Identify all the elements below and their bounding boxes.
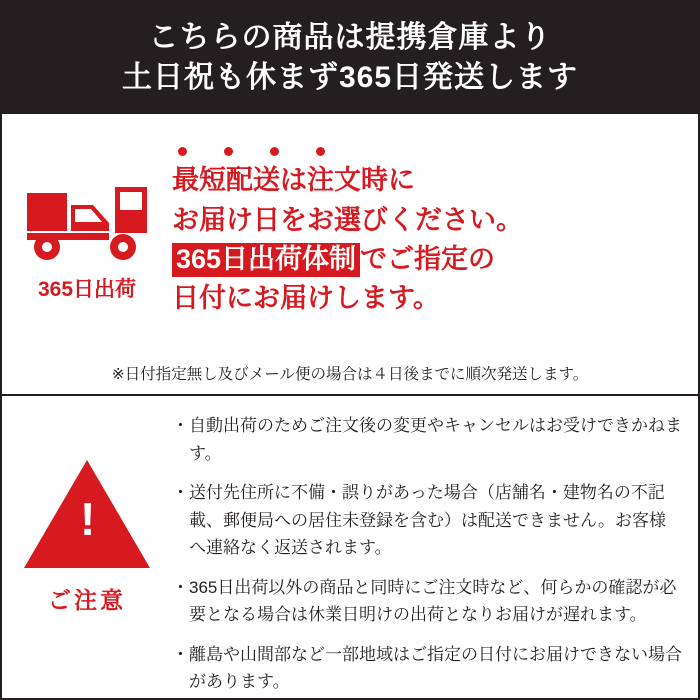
bullet-marker: ・ bbox=[172, 416, 189, 435]
truck-column bbox=[2, 120, 172, 356]
caution-list bbox=[172, 408, 698, 700]
truck-label: 365日出荷 bbox=[37, 278, 137, 301]
list-item bbox=[172, 641, 682, 696]
header-line-1: こちらの商品は提携倉庫より bbox=[148, 21, 552, 55]
list-item bbox=[172, 412, 682, 467]
header-line-2: 土日祝も休まず365日発送します bbox=[121, 61, 579, 94]
shipping-message-line-3-rest: でご指定の bbox=[360, 244, 496, 274]
shipping-note: ※日付指定無し及びメール便の場合は４日後までに順次発送します。 bbox=[111, 366, 589, 383]
shipping-message-column bbox=[172, 120, 698, 356]
bullet-marker: ・ bbox=[172, 644, 189, 664]
warning-triangle-icon bbox=[24, 460, 150, 568]
list-item-text: 送付先住所に不備・誤りがあった場合（店舗名・建物名の不記載、郵便局への居住未登録を含む）は配送できません。お客様へ連絡なく返送されます。 bbox=[189, 483, 667, 558]
caution-icon-column bbox=[2, 408, 172, 700]
shipping-message-line-1-text: 最短配送は注文時に bbox=[172, 165, 415, 196]
shipping-highlight: 365日出荷体制 bbox=[172, 243, 360, 277]
shipping-main-row bbox=[2, 120, 698, 356]
list-item-text: 365日出荷以外の商品と同時にご注文時など、何らかの確認が必要となる場合は休業日明けの出荷となりお届けが遅れます。 bbox=[189, 577, 677, 625]
exclamation-mark: ! bbox=[80, 493, 96, 545]
decorative-dots bbox=[178, 147, 328, 157]
caution-section bbox=[2, 396, 698, 700]
caution-label: ご注意 bbox=[48, 587, 126, 613]
list-item-text: 自動出荷のためご注文後の変更やキャンセルはお受けできかねます。 bbox=[189, 416, 682, 463]
list-item bbox=[172, 574, 682, 629]
bullet-marker: ・ bbox=[172, 483, 189, 503]
delivery-truck-icon bbox=[23, 179, 151, 265]
list-item-text: 離島や山間部など一部地域はご指定の日付にお届けできない場合があります。 bbox=[189, 644, 682, 692]
bullet-marker: ・ bbox=[172, 577, 189, 597]
shipping-message-line-1 bbox=[172, 161, 684, 200]
banner-header bbox=[2, 2, 698, 114]
shipping-message-line-4: 日付にお届けします。 bbox=[172, 283, 440, 314]
list-item bbox=[172, 479, 682, 562]
shipping-message-line-3 bbox=[172, 240, 684, 279]
shipping-section bbox=[2, 114, 698, 396]
shipping-message-line-2: お届け日をお選びください。 bbox=[172, 204, 523, 235]
